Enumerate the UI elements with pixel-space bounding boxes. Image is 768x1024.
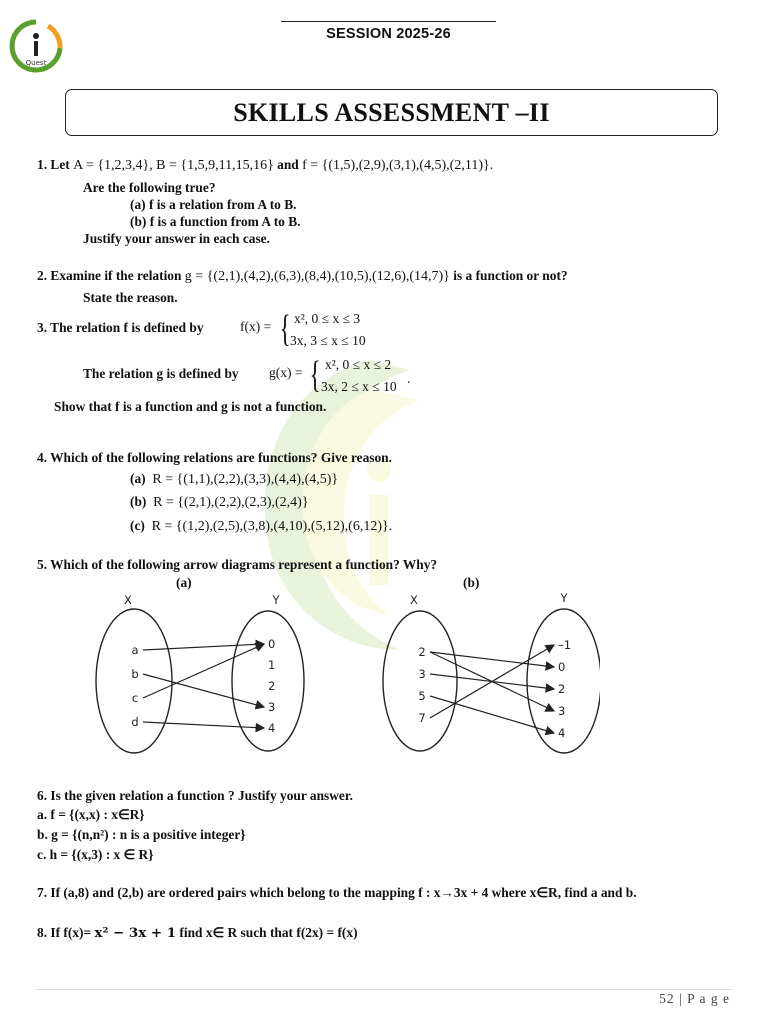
q1-line4: Justify your answer in each case.	[83, 231, 270, 246]
mapping-arrow	[430, 652, 554, 667]
domain-element: 5	[418, 689, 426, 703]
q2-intro: 2. Examine if the relation	[37, 268, 182, 283]
q6-c: c. h = {(x,3) : x ∈ R}	[37, 847, 154, 862]
q7: 7. If (a,8) and (2,b) are ordered pairs which belong to the mapping f : x→3x + 4 where x∈R, find a and b.	[37, 885, 637, 900]
q3-f-case1: x², 0 ≤ x ≤ 3	[294, 311, 361, 326]
mapping-arrow	[143, 722, 264, 728]
q8-tail: find x∈ R such that f(2x) = f(x)	[179, 925, 358, 940]
q4-item-c-rel: R = {(1,2),(2,5),(3,8),(4,10),(5,12),(6,12)}.	[151, 519, 393, 534]
q8	[37, 925, 358, 941]
domain-element: a	[131, 643, 139, 657]
page-number: 52 | P a g e	[659, 991, 730, 1006]
q3-g-intro: The relation g is defined by	[83, 366, 239, 381]
domain-element: b	[131, 667, 139, 681]
q8-expr: x² − 3x + 1	[94, 925, 177, 941]
title-box	[65, 89, 718, 136]
q2-statement	[37, 268, 568, 285]
q3-f-lhs: f(x) =	[240, 319, 272, 334]
i-quest-logo	[8, 18, 64, 74]
codomain-element: 2	[268, 679, 276, 693]
q3-g-lhs: g(x) =	[269, 365, 303, 380]
q6-b: b. g = {(n,n²) : n is a positive integer}	[37, 827, 246, 842]
footer-rule	[36, 989, 732, 990]
q4-item-b-rel: R = {(2,1),(2,2),(2,3),(2,4)}	[153, 495, 309, 510]
q4-item-c-label: (c)	[130, 518, 145, 533]
codomain-element: –1	[558, 638, 572, 652]
q3-show: Show that f is a function and g is not a function.	[54, 399, 327, 414]
q5-label-a: (a)	[176, 575, 192, 590]
q1-and: and	[277, 157, 299, 172]
session-label: SESSION 2025-26	[326, 26, 451, 42]
q2-line2: State the reason.	[83, 290, 178, 305]
domain-ellipse-b	[383, 611, 457, 751]
q3-g-case1: x², 0 ≤ x ≤ 2	[325, 357, 392, 372]
codomain-element: 3	[268, 700, 276, 714]
q4-item-b	[130, 494, 309, 511]
codomain-element: 4	[268, 721, 276, 735]
q3-intro: 3. The relation f is defined by	[37, 320, 204, 335]
diagram-a-y-title: Y	[272, 593, 280, 607]
q4-intro: 4. Which of the following relations are functions? Give reason.	[37, 450, 392, 465]
q4-item-a-rel: R = {(1,1),(2,2),(3,3),(4,4),(4,5)}	[152, 472, 339, 487]
mapping-arrow	[143, 644, 264, 650]
codomain-element: 0	[268, 637, 276, 651]
page-title: SKILLS ASSESSMENT –II	[233, 97, 550, 127]
q3-f-case2: 3x, 3 ≤ x ≤ 10	[290, 333, 366, 348]
domain-element: 3	[418, 667, 426, 681]
q1-line2: (a) f is a relation from A to B.	[130, 197, 297, 212]
domain-element: c	[131, 691, 139, 705]
q8-intro: 8. If f(x)=	[37, 925, 92, 940]
q5-label-b: (b)	[463, 575, 480, 590]
mapping-arrow	[430, 645, 554, 718]
q2-tail: is a function or not?	[453, 268, 568, 283]
domain-element: 7	[418, 711, 426, 725]
q1-set-a: A = {1,2,3,4},	[73, 158, 153, 173]
q3-f-piecewise	[240, 308, 400, 354]
q5-intro: 5. Which of the following arrow diagrams represent a function? Why?	[37, 557, 438, 572]
domain-element: d	[131, 715, 139, 729]
domain-ellipse-a	[96, 609, 172, 753]
codomain-element: 4	[558, 726, 566, 740]
q4-item-a	[130, 471, 338, 488]
arrow-diagram-a	[90, 588, 310, 758]
q1-set-b: B = {1,5,9,11,15,16}	[156, 158, 274, 173]
q1-intro: 1. Let	[37, 157, 70, 172]
codomain-element: 0	[558, 660, 566, 674]
q6-a: a. f = {(x,x) : x∈R}	[37, 807, 145, 822]
arrow-diagram-b	[380, 588, 600, 768]
diagram-b-y-title: Y	[560, 591, 568, 605]
q3-g-piecewise	[269, 354, 429, 400]
q1-line1: Are the following true?	[83, 180, 216, 195]
brace-icon: {	[309, 354, 321, 396]
diagram-a-x-title: X	[124, 593, 132, 607]
q6-intro: 6. Is the given relation a function ? Justify your answer.	[37, 788, 353, 803]
q3-g-end: .	[407, 371, 411, 386]
q4-item-a-label: (a)	[130, 471, 146, 486]
q4-item-b-label: (b)	[130, 494, 147, 509]
diagram-b-x-title: X	[410, 593, 418, 607]
q4-item-c	[130, 518, 392, 535]
q1-line3: (b) f is a function from A to B.	[130, 214, 301, 229]
codomain-element: 1	[268, 658, 276, 672]
codomain-element: 3	[558, 704, 566, 718]
q2-rel-g: g = {(2,1),(4,2),(6,3),(8,4),(10,5),(12,6),(14,7)}	[184, 269, 450, 284]
codomain-element: 2	[558, 682, 566, 696]
domain-element: 2	[418, 645, 426, 659]
session-rule	[281, 21, 496, 22]
brace-icon: {	[279, 308, 291, 350]
q1-statement	[37, 157, 493, 174]
q3-g-case2: 3x, 2 ≤ x ≤ 10	[321, 379, 397, 394]
logo-text: Quest	[25, 59, 47, 67]
q1-rel-f: f = {(1,5),(2,9),(3,1),(4,5),(2,11)}.	[302, 158, 494, 173]
